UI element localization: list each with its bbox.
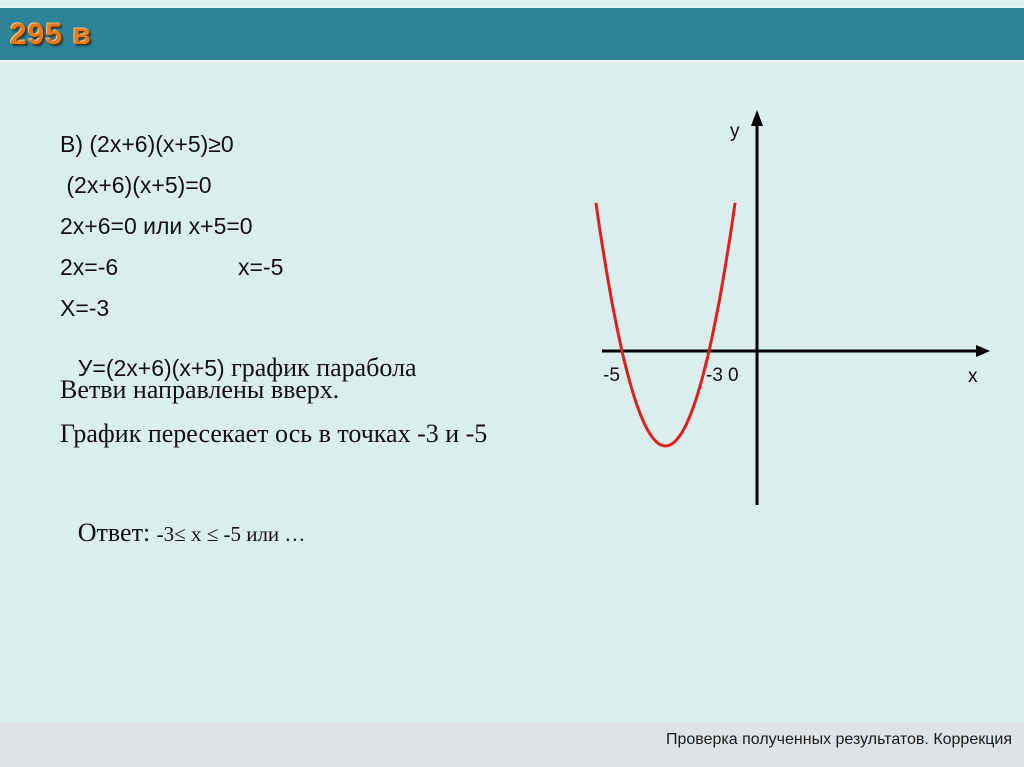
function-description: график парабола (231, 353, 417, 382)
solve-line-left: 2х=-6 (60, 254, 119, 280)
factors-line: 2х+6=0 или х+5=0 (60, 213, 253, 239)
equation-line: (2х+6)(х+5)=0 (60, 172, 212, 198)
inequality-line: В) (2х+6)(х+5)≥0 (60, 131, 234, 157)
origin-label: 0 (728, 365, 739, 386)
tick-label-minus3: -3 (706, 365, 723, 386)
y-axis-label: у (730, 121, 740, 142)
x-axis-label: х (968, 366, 978, 387)
parabola-curve (596, 203, 735, 446)
y-axis-arrow-icon (751, 110, 763, 126)
x-axis-arrow-icon (976, 345, 990, 357)
footer-bar (0, 722, 1024, 767)
root-line: Х=-3 (60, 295, 110, 321)
branches-line: Ветви направлены вверх. (60, 375, 340, 404)
answer-value: -3≤ х ≤ -5 или … (156, 522, 306, 546)
slide-title: 295 в (10, 18, 92, 51)
intersection-line: График пересекает ось в точках -3 и -5 (60, 419, 488, 448)
answer-label: Ответ: (77, 518, 157, 547)
footer-text: Проверка полученных результатов. Коррекция (666, 731, 1012, 748)
tick-label-minus5: -5 (603, 365, 620, 386)
function-formula: У=(2х+6)(х+5) (77, 355, 232, 381)
solve-line-right: х=-5 (238, 254, 284, 280)
